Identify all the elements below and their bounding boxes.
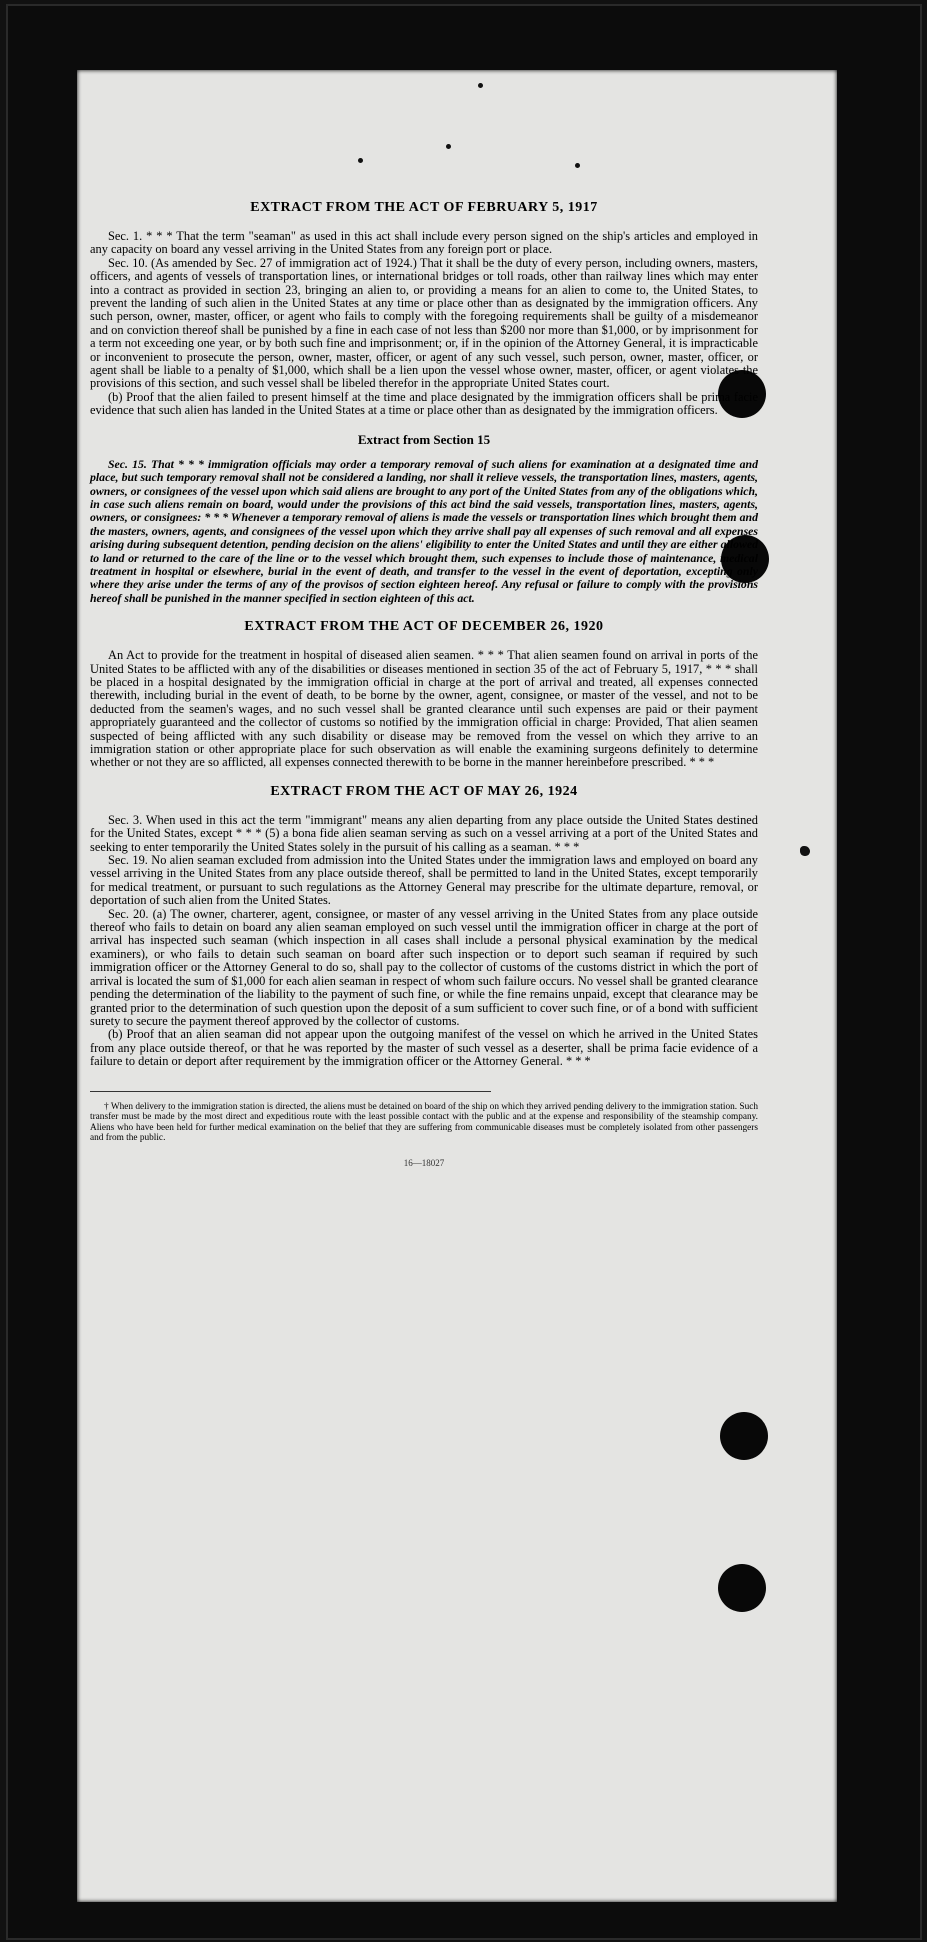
paragraph-sec-20-b: (b) Proof that an alien seaman did not appear upon the outgoing manifest of the vessel on which he arrived in the United States from any place outside thereof, or that he was reported by the master of such vessel as a deserter, shall be prima facie evidence of a failure to detain or deport after requirement by the immigration officer or the Attorney General. * * * <box>90 1027 758 1069</box>
punch-dot <box>358 158 363 163</box>
binder-hole <box>718 1564 766 1612</box>
subheading-section-15: Extract from Section 15 <box>357 431 491 447</box>
heading-act-1924: EXTRACT FROM THE ACT OF MAY 26, 1924 <box>270 783 578 799</box>
binder-hole <box>720 1412 768 1460</box>
paragraph-sec-1: Sec. 1. * * * That the term "seaman" as used in this act shall include every person signed on the ship's articles and employed in any capacity on board any vessel arriving in the United States from any foreign port or place. <box>90 229 758 257</box>
paragraph-sec-20-a: Sec. 20. (a) The owner, charterer, agent, consignee, or master of any vessel arriving in the United States from any place outside thereof who fails to detain on board any alien seaman employed on such vessel until the immigration officer in charge at the port of arrival has inspected such seaman (which inspection in all cases shall include a personal physical examination by the medical examiners), or who fails to detain such seaman on board after such inspection or to deport such seaman if required by such immigration officer or the Attorney General to do so, shall pay to the collector of customs of the customs district in which the port of arrival is located the sum of $1,000 for each alien seaman in respect of whom such failure occurs. No vessel shall be granted clearance pending the determination of the liability to the payment of such fine, or while the fine remains unpaid, except that clearance may be granted prior to the determination of such question upon the deposit of a sum sufficient to cover such fine, or of a bond with sufficient surety to secure the payment thereof approved by the collector of customs. <box>90 906 758 1028</box>
page-number: 16—18027 <box>403 1157 445 1168</box>
paragraph-sec-10-b: (b) Proof that the alien failed to present himself at the time and place designated by the immigration officers shall be prima facie evidence that such alien has landed in the United States at a time or place other than as designated by the immigration officers. <box>90 389 758 418</box>
heading-act-1917: EXTRACT FROM THE ACT OF FEBRUARY 5, 1917 <box>250 200 598 215</box>
paragraph-sec-15: Sec. 15. That * * * immigration officials may order a temporary removal of such aliens for examination at a designated time and place, but such temporary removal shall not be considered a landing, nor shall it relieve vessels, the transportation lines, masters, agents, owners, or consignees of the vessel upon which said aliens are brought to any port of the United States from any of the obligations which, in case such aliens remain on board, would under the provisions of this act bind the said vessels, transportation lines, masters, agents, owners, or consignees: * * * Whenever a temporary removal of aliens is made the vessels or transportation lines which brought them and the masters, owners, agents, and consignees of the vessel upon which they arrive shall pay all expenses of such removal and all expenses arising during subsequent detention, pending decision on the aliens' eligibility to enter the United States and until they are either allowed to land or returned to the care of the line or to the vessel which brought them, such expenses to include those of maintenance, medical treatment in hospital or elsewhere, burial in the event of death, and transfer to the vessel in the event of deportation, excepting only where they arise under the terms of any of the provisos of section eighteen hereof. Any refusal or failure to comply with the provisions hereof shall be punished in the manner specified in section eighteen of this act. <box>90 456 758 605</box>
punch-dot <box>446 144 451 149</box>
ink-speck <box>800 846 810 856</box>
paragraph-sec-3: Sec. 3. When used in this act the term "immigrant" means any alien departing from any place outside the United States destined for the United States, except * * * (5) a bona fide alien seaman serving as such on a vessel arriving at a port of the United States and seeking to enter temporarily the United States solely in the pursuit of his calling as a seaman. * * * <box>90 812 758 854</box>
footnote: † When delivery to the immigration station is directed, the aliens must be detained on board of the ship on which they arrived pending delivery to the immigration station. Such transfer must be made by the most direct and expeditious route with the least possible contact with the public and at the expense and responsibility of the steamship company. Aliens who have been held for further medical examination on the belief that they are suffering from communicable diseases must be completely isolated from other passengers and from the public. <box>90 1101 758 1144</box>
paragraph-sec-10: Sec. 10. (As amended by Sec. 27 of immigration act of 1924.) That it shall be the duty of every person, including owners, masters, officers, and agents of vessels of transportation lines, or international bridges or toll roads, other than railway lines which may enter into a contract as provided in section 23, bringing an alien to, or providing a means for an alien to come to, the United States, to prevent the landing of such alien in the United States at any time or place other than as designated by the immigration officers. Any such person, owner, master, officer, or agent who fails to comply with the foregoing requirements shall be guilty of a misdemeanor and on conviction thereof shall be punished by a fine in each case of not less than $200 nor more than $1,000, or by imprisonment for a term not exceeding one year, or by both such fine and imprisonment; or, if in the opinion of the Attorney General, it is impracticable or inconvenient to prosecute the person, owner, master, officer, or agent of any such vessel, such person, owner, master, officer, or agent shall be liable to a penalty of $1,000, which shall be a lien upon the vessel whose owner, master, officer, or agent violates the provisions of this section, and such vessel shall be libeled therefor in the appropriate United States court. <box>90 255 758 391</box>
document-text <box>90 194 758 1168</box>
heading-act-1920: EXTRACT FROM THE ACT OF DECEMBER 26, 1920 <box>244 619 604 635</box>
paragraph-sec-19: Sec. 19. No alien seaman excluded from admission into the United States under the immigration laws and employed on board any vessel arriving in the United States from any place outside thereof, shall be permitted to land in the United States, except temporarily for medical treatment, or pursuant to such regulations as the Attorney General may prescribe for the ultimate departure, removal, or deportation of such alien from the United States. <box>90 853 758 908</box>
footnote-divider <box>90 1091 491 1092</box>
punch-dot <box>575 163 580 168</box>
punch-dot <box>478 83 483 88</box>
paragraph-act-1920: An Act to provide for the treatment in hospital of diseased alien seamen. * * * That alien seamen found on arrival in ports of the United States to be afflicted with any of the disabilities or diseases mentioned in section 35 of the act of February 5, 1917, * * * shall be placed in a hospital designated by the immigration official in charge at the port of arrival and treated, all expenses connected therewith, including burial in the event of death, to be borne by the owner, agent, consignee, or master of the vessel, and not to be deducted from the seamen's wages, and no such vessel shall be granted clearance until such expenses are paid or their payment appropriately guaranteed and the collector of customs so notified by the immigration official in charge: Provided, That alien seamen suspected of being afflicted with any such disability or disease may be removed from the vessel on which they arrive to an immigration station or other appropriate place for such observation as will enable the examining surgeons definitely to determine whether or not they are so afflicted, all expenses connected therewith to be borne in the manner hereinbefore prescribed. * * * <box>90 648 758 770</box>
